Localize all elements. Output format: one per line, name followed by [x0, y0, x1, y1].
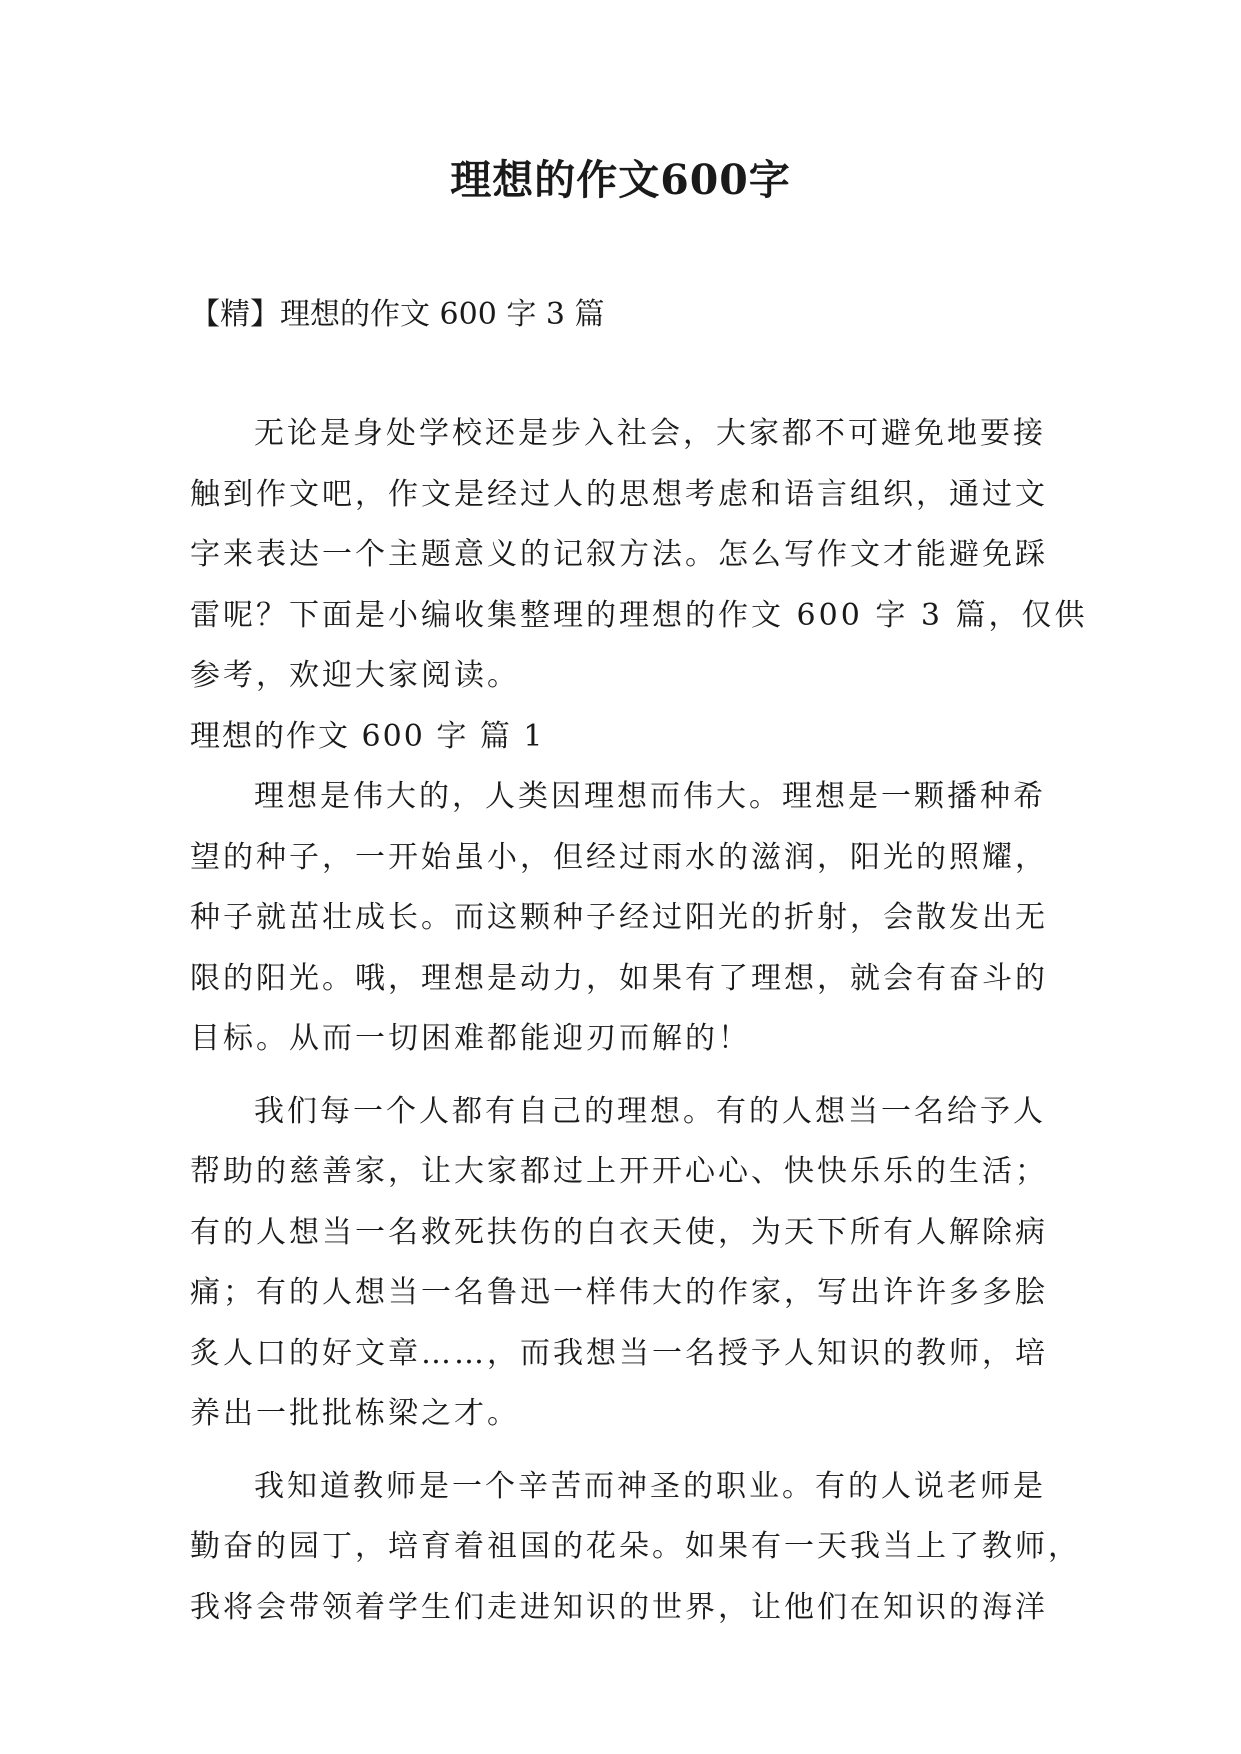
- text-line: 触到作文吧，作文是经过人的思想考虑和语言组织，通过文: [190, 476, 1048, 512]
- text-line: 望的种子，一开始虽小，但经过雨水的滋润，阳光的照耀，: [190, 839, 1048, 875]
- text-line: 痛；有的人想当一名鲁迅一样伟大的作家，写出许许多多脍: [190, 1275, 1048, 1310]
- body-paragraph-1: [190, 767, 1060, 1070]
- document-title: 理想的作文600字: [450, 156, 791, 204]
- section-heading: 理想的作文 600 字 篇 1: [190, 718, 545, 754]
- text-line: 勤奋的园丁，培育着祖国的花朵。如果有一天我当上了教师，: [190, 1529, 1081, 1564]
- text-line: 有的人想当一名救死扶伤的白衣天使，为天下所有人解除病: [190, 1214, 1048, 1250]
- text-line: 雷呢？下面是小编收集整理的理想的作文 600 字 3 篇，仅供: [190, 597, 1088, 633]
- text-line: 养出一批批栋梁之才。: [190, 1396, 520, 1431]
- text-line: 理想是伟大的，人类因理想而伟大。理想是一颗播种希: [254, 779, 1046, 814]
- text-line: 目标。从而一切困难都能迎刃而解的！: [190, 1021, 751, 1056]
- document-subtitle: 【精】理想的作文 600 字 3 篇: [190, 297, 605, 332]
- text-line: 帮助的慈善家，让大家都过上开开心心、快快乐乐的生活；: [190, 1154, 1048, 1189]
- body-paragraph-3: [190, 1457, 1081, 1639]
- text-line: 无论是身处学校还是步入社会，大家都不可避免地要接: [254, 416, 1046, 451]
- text-line: 限的阳光。哦，理想是动力，如果有了理想，就会有奋斗的: [190, 960, 1048, 996]
- text-line: 我将会带领着学生们走进知识的世界，让他们在知识的海洋: [190, 1589, 1048, 1625]
- text-line: 参考，欢迎大家阅读。: [190, 658, 520, 693]
- text-line: 种子就茁壮成长。而这颗种子经过阳光的折射，会散发出无: [190, 900, 1048, 935]
- text-line: 字来表达一个主题意义的记叙方法。怎么写作文才能避免踩: [190, 537, 1048, 572]
- text-line: 我们每一个人都有自己的理想。有的人想当一名给予人: [254, 1093, 1046, 1129]
- text-line: 我知道教师是一个辛苦而神圣的职业。有的人说老师是: [254, 1468, 1046, 1504]
- document-body: [190, 404, 1088, 1638]
- body-paragraph-2: [190, 1082, 1060, 1445]
- intro-paragraph: [190, 404, 1088, 707]
- text-line: 炙人口的好文章……，而我想当一名授予人知识的教师，培: [190, 1335, 1048, 1371]
